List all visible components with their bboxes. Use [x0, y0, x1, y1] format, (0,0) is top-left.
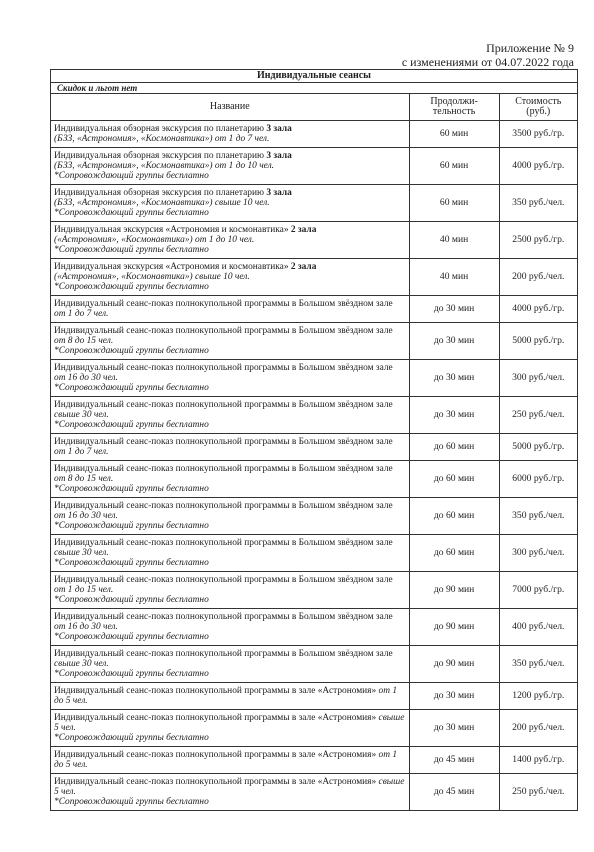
service-name: [51, 397, 410, 434]
table-row: [51, 259, 578, 296]
escort-note: *Сопровождающий группы бесплатно: [54, 171, 209, 182]
group-size: от 16 до 30 чел.: [54, 511, 118, 522]
service-name: [51, 609, 410, 646]
service-title: Индивидуальная экскурсия «Астрономия и космонавтика»: [54, 261, 291, 272]
table-row: [51, 434, 578, 461]
price-cell: 3500 руб./гр.: [499, 121, 577, 148]
price-cell: 200 руб./чел.: [499, 259, 577, 296]
table-row: [51, 397, 578, 434]
duration-cell: до 90 мин: [409, 609, 499, 646]
escort-note: *Сопровождающий группы бесплатно: [54, 208, 209, 219]
group-size: от 16 до 30 чел.: [54, 622, 118, 633]
service-name: [51, 148, 410, 185]
group-size: от 8 до 15 чел.: [54, 336, 114, 347]
table-row: [51, 222, 578, 259]
group-size: («Астрономия», «Космонавтика») от 1 до 10 чел.: [54, 235, 255, 246]
service-title: Индивидуальная экскурсия «Астрономия и космонавтика»: [54, 224, 291, 235]
service-name: [51, 323, 410, 360]
service-name: [51, 646, 410, 683]
discount-row: [51, 83, 578, 94]
service-name: [51, 185, 410, 222]
duration-cell: 60 мин: [409, 121, 499, 148]
header-price: Стоимость (руб.): [499, 94, 577, 121]
duration-cell: 60 мин: [409, 185, 499, 222]
service-name: [51, 683, 410, 710]
discount-note: Скидок и льгот нет: [51, 83, 578, 94]
table-row: [51, 646, 578, 683]
table-row: [51, 360, 578, 397]
service-name: [51, 498, 410, 535]
duration-cell: до 30 мин: [409, 397, 499, 434]
table-row: [51, 148, 578, 185]
service-name: [51, 296, 410, 323]
service-name: [51, 434, 410, 461]
service-title: Индивидуальный сеанс-показ полнокупольной программы в зале «Астрономия»: [54, 686, 379, 696]
table-title-row: [51, 70, 578, 83]
duration-cell: до 60 мин: [409, 535, 499, 572]
service-name: [51, 710, 410, 747]
price-cell: 6000 руб./гр.: [499, 461, 577, 498]
service-title: Индивидуальный сеанс-показ полнокупольной программы в Большом звёздном зале: [54, 537, 393, 548]
service-title: Индивидуальный сеанс-показ полнокупольной программы в Большом звёздном зале: [54, 463, 393, 474]
price-cell: 350 руб./чел.: [499, 646, 577, 683]
service-name: [51, 222, 410, 259]
price-cell: 5000 руб./гр.: [499, 434, 577, 461]
duration-cell: 60 мин: [409, 148, 499, 185]
column-header-row: [51, 94, 578, 121]
header-duration: Продолжи-тельность: [409, 94, 499, 121]
table-row: [51, 461, 578, 498]
hall-count: 3 зала: [266, 124, 292, 134]
duration-cell: до 60 мин: [409, 461, 499, 498]
service-name: [51, 360, 410, 397]
price-cell: 400 руб./чел.: [499, 609, 577, 646]
service-title: Индивидуальный сеанс-показ полнокупольной программы в Большом звёздном зале: [54, 362, 393, 373]
escort-note: *Сопровождающий группы бесплатно: [54, 383, 209, 394]
group-size: от 1 до 15 чел.: [54, 585, 114, 596]
escort-note: *Сопровождающий группы бесплатно: [54, 484, 209, 495]
table-row: [51, 774, 578, 811]
duration-cell: до 60 мин: [409, 498, 499, 535]
escort-note: *Сопровождающий группы бесплатно: [54, 420, 209, 431]
price-cell: 7000 руб./гр.: [499, 572, 577, 609]
group-size: от 1 до 5 чел.: [54, 750, 398, 771]
table-row: [51, 747, 578, 774]
escort-note: *Сопровождающий группы бесплатно: [54, 521, 209, 532]
table-row: [51, 498, 578, 535]
group-size: свыше 30 чел.: [54, 659, 109, 670]
service-name: [51, 747, 410, 774]
price-cell: 5000 руб./гр.: [499, 323, 577, 360]
service-title: Индивидуальная обзорная экскурсия по планетарию: [54, 150, 267, 161]
hall-count: 3 зала: [266, 150, 292, 161]
table-row: [51, 121, 578, 148]
escort-note: *Сопровождающий группы бесплатно: [54, 595, 209, 606]
group-size: от 1 до 5 чел.: [54, 686, 398, 707]
duration-cell: 40 мин: [409, 222, 499, 259]
group-size: свыше 30 чел.: [54, 410, 109, 421]
table-title: Индивидуальные сеансы: [51, 70, 578, 83]
table-row: [51, 185, 578, 222]
group-size: от 16 до 30 чел.: [54, 373, 118, 384]
table-row: [51, 535, 578, 572]
table-row: [51, 710, 578, 747]
duration-cell: до 45 мин: [409, 774, 499, 811]
escort-note: *Сопровождающий группы бесплатно: [54, 558, 209, 569]
service-title: Индивидуальный сеанс-показ полнокупольной программы в Большом звёздном зале: [54, 611, 393, 622]
group-size: (БЗЗ, «Астрономия», «Космонавтика») от 1 до 7 чел.: [54, 134, 270, 145]
service-name: [51, 259, 410, 296]
service-title: Индивидуальный сеанс-показ полнокупольной программы в Большом звёздном зале: [54, 299, 393, 309]
service-name: [51, 121, 410, 148]
price-cell: 4000 руб./гр.: [499, 296, 577, 323]
price-cell: 2500 руб./гр.: [499, 222, 577, 259]
price-cell: 1200 руб./гр.: [499, 683, 577, 710]
duration-cell: до 30 мин: [409, 296, 499, 323]
service-title: Индивидуальная обзорная экскурсия по планетарию: [54, 187, 267, 198]
duration-cell: до 30 мин: [409, 360, 499, 397]
group-size: свыше 5 чел.: [54, 776, 405, 798]
price-cell: 350 руб./чел.: [499, 498, 577, 535]
duration-cell: до 30 мин: [409, 323, 499, 360]
price-cell: 250 руб./чел.: [499, 774, 577, 811]
table-row: [51, 296, 578, 323]
table-row: [51, 683, 578, 710]
hall-count: 3 зала: [266, 187, 292, 198]
service-title: Индивидуальный сеанс-показ полнокупольной программы в зале «Астрономия»: [54, 776, 379, 787]
group-size: от 1 до 7 чел.: [54, 309, 109, 320]
hall-count: 2 зала: [290, 224, 317, 235]
table-row: [51, 609, 578, 646]
duration-cell: до 90 мин: [409, 572, 499, 609]
price-cell: 300 руб./чел.: [499, 535, 577, 572]
group-size: (БЗЗ, «Астрономия», «Космонавтика») от 1 до 10 чел.: [54, 161, 275, 172]
group-size: свыше 30 чел.: [54, 548, 109, 559]
escort-note: *Сопровождающий группы бесплатно: [54, 669, 209, 680]
table-row: [51, 572, 578, 609]
group-size: свыше 5 чел.: [54, 712, 405, 734]
escort-note: *Сопровождающий группы бесплатно: [54, 346, 209, 357]
service-title: Индивидуальный сеанс-показ полнокупольной программы в Большом звёздном зале: [54, 437, 393, 447]
service-title: Индивидуальная обзорная экскурсия по планетарию: [54, 124, 267, 134]
price-cell: 200 руб./чел.: [499, 710, 577, 747]
header-name: Название: [51, 94, 410, 121]
service-name: [51, 774, 410, 811]
duration-cell: до 30 мин: [409, 683, 499, 710]
service-title: Индивидуальный сеанс-показ полнокупольной программы в Большом звёздном зале: [54, 648, 393, 659]
duration-cell: до 30 мин: [409, 710, 499, 747]
duration-cell: до 90 мин: [409, 646, 499, 683]
hall-count: 2 зала: [290, 261, 317, 272]
service-name: [51, 461, 410, 498]
escort-note: *Сопровождающий группы бесплатно: [54, 632, 209, 643]
group-size: (БЗЗ, «Астрономия», «Космонавтика») свыше 10 чел.: [54, 198, 270, 209]
service-title: Индивидуальный сеанс-показ полнокупольной программы в зале «Астрономия»: [54, 750, 379, 760]
price-table: [50, 69, 578, 811]
price-cell: 300 руб./чел.: [499, 360, 577, 397]
escort-note: *Сопровождающий группы бесплатно: [54, 733, 209, 744]
service-title: Индивидуальный сеанс-показ полнокупольной программы в зале «Астрономия»: [54, 712, 379, 723]
service-title: Индивидуальный сеанс-показ полнокупольной программы в Большом звёздном зале: [54, 574, 393, 585]
group-size: от 1 до 7 чел.: [54, 447, 109, 458]
group-size: («Астрономия», «Космонавтика») свыше 10 чел.: [54, 272, 250, 283]
duration-cell: до 45 мин: [409, 747, 499, 774]
appendix-number: Приложение № 9: [486, 41, 574, 55]
duration-cell: до 60 мин: [409, 434, 499, 461]
group-size: от 8 до 15 чел.: [54, 474, 114, 485]
price-cell: 1400 руб./гр.: [499, 747, 577, 774]
price-cell: 4000 руб./гр.: [499, 148, 577, 185]
service-name: [51, 535, 410, 572]
duration-cell: 40 мин: [409, 259, 499, 296]
service-title: Индивидуальный сеанс-показ полнокупольной программы в Большом звёздном зале: [54, 399, 393, 410]
price-cell: 350 руб./чел.: [499, 185, 577, 222]
amendment-date: с изменениями от 04.07.2022 года: [401, 55, 574, 69]
service-title: Индивидуальный сеанс-показ полнокупольной программы в Большом звёздном зале: [54, 325, 393, 336]
table-row: [51, 323, 578, 360]
service-title: Индивидуальный сеанс-показ полнокупольной программы в Большом звёздном зале: [54, 500, 393, 511]
escort-note: *Сопровождающий группы бесплатно: [54, 797, 209, 808]
escort-note: *Сопровождающий группы бесплатно: [54, 245, 209, 256]
service-name: [51, 572, 410, 609]
price-cell: 250 руб./чел.: [499, 397, 577, 434]
escort-note: *Сопровождающий группы бесплатно: [54, 282, 209, 293]
